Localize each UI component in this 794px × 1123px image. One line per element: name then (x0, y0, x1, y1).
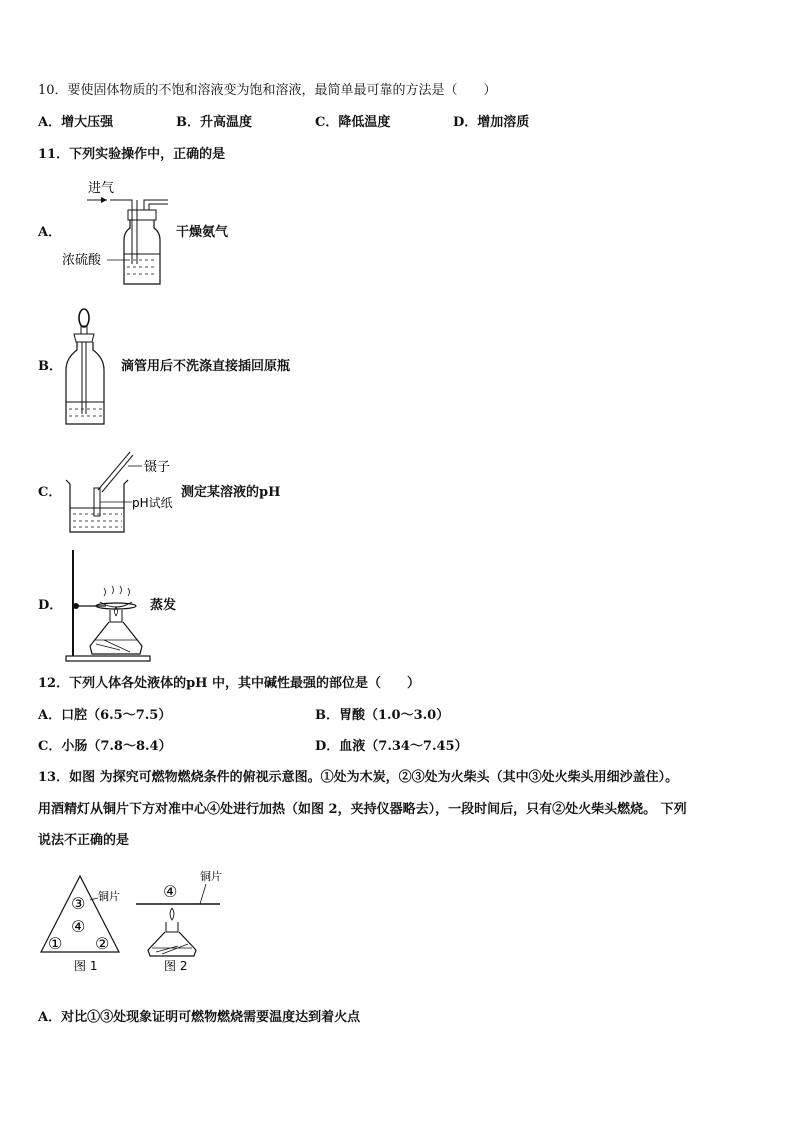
q10-option-b: B．升高温度 (176, 115, 252, 130)
q13-line-2: 用酒精灯从铜片下方对准中心④处进行加热（如图 2，夹持仪器略去），一段时间后，只有②处火柴头燃烧。 下列 (38, 802, 687, 817)
fig2-marker-4: ④ (163, 882, 178, 901)
q10-option-c: C．降低温度 (315, 115, 391, 130)
label-ph-paper: pH试纸 (132, 496, 173, 510)
q12-option-c: C．小肠（7.8～8.4） (38, 739, 172, 754)
q12-option-b: B．胃酸（1.0～3.0） (315, 708, 450, 723)
figure-2-caption: 图 2 (164, 959, 188, 973)
q10-stem: 10．要使固体物质的不饱和溶液变为饱和溶液，最简单最可靠的方法是（ ） (38, 83, 497, 98)
q11-d-caption: 蒸发 (150, 598, 177, 613)
q10-option-d: D．增加溶质 (453, 115, 530, 130)
q11-b-caption: 滴管用后不洗涤直接插回原瓶 (121, 359, 291, 374)
marker-1: ① (48, 934, 63, 953)
q11-a-letter: A． (38, 225, 62, 240)
evaporation-setup-figure (60, 546, 160, 664)
dropper-bottle-figure (60, 306, 120, 428)
label-concentrated-sulfuric-acid: 浓硫酸 (62, 253, 102, 268)
marker-2: ② (95, 934, 110, 953)
label-tweezers: 镊子 (144, 460, 171, 475)
label-copper-sheet-1: 铜片 (98, 890, 120, 903)
q13-option-a: A．对比①③处现象证明可燃物燃烧需要温度达到着火点 (38, 1010, 361, 1025)
figure-2-heating (128, 866, 228, 976)
q10-option-a: A．增大压强 (38, 115, 114, 130)
label-copper-sheet-2: 铜片 (200, 870, 222, 883)
q11-stem: 11．下列实验操作中，正确的是 (38, 147, 226, 162)
label-gas-in: 进气 (88, 181, 115, 196)
q11-c-caption: 测定某溶液的pH (181, 485, 281, 500)
figure-1-triangle (34, 868, 134, 976)
q11-d-letter: D． (38, 598, 63, 613)
q12-option-a: A．口腔（6.5～7.5） (38, 708, 172, 723)
q11-a-caption: 干燥氨气 (176, 225, 229, 240)
marker-3: ③ (71, 894, 86, 913)
ph-test-beaker-figure (60, 446, 185, 538)
q11-c-letter: C． (38, 485, 62, 500)
q13-line-3: 说法不正确的是 (38, 833, 130, 848)
q11-b-letter: B． (38, 359, 62, 374)
q12-stem: 12．下列人体各处液体的pH 中，其中碱性最强的部位是（ ） (38, 676, 420, 691)
marker-4: ④ (71, 917, 86, 936)
q13-line-1: 13．如图 为探究可燃物燃烧条件的俯视示意图。①处为木炭，②③处为火柴头（其中③处火柴头用细沙盖住）。 (38, 770, 679, 785)
q12-option-d: D．血液（7.34～7.45） (315, 739, 468, 754)
figure-1-caption: 图 1 (74, 959, 98, 973)
gas-washing-bottle-figure (60, 176, 180, 291)
